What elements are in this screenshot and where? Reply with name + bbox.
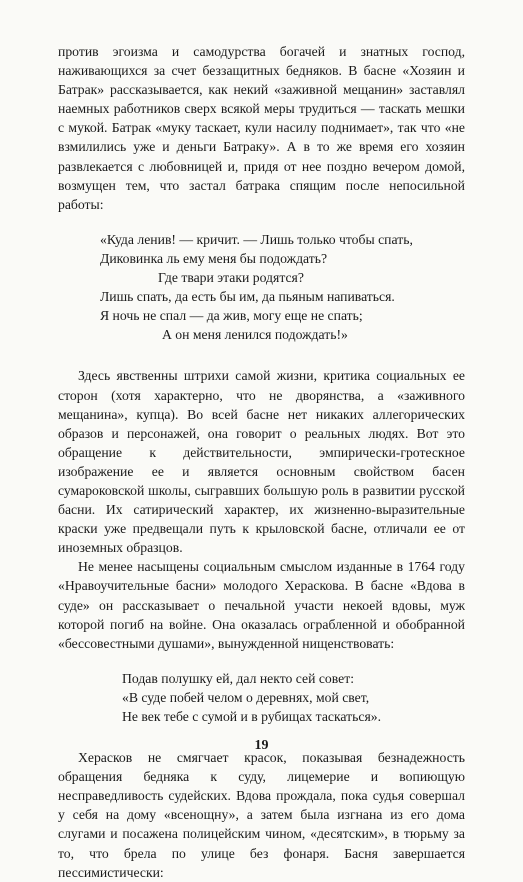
verse-line: А он меня ленился подождать!» <box>162 327 348 343</box>
page-number: 19 <box>254 738 269 753</box>
paragraph-3: Не менее насыщены социальным смыслом изданные в 1764 году «Нравоучительные басни» молодого Хераскова. В басне «Вдова в суде» он рассказывает о печальной участи некоей вдовы, муж которой погиб на войне. Она оказалась ограбленной и обобранной «бессовестными душами», вынужденной нищенствовать: <box>58 559 465 651</box>
verse-line: Диковинка ль ему меня бы подождать? <box>100 250 328 266</box>
verse-line: «Куда ленив! — кричит. — Лишь только чтобы спать, <box>100 231 413 247</box>
paragraph-2: Здесь явственны штрихи самой жизни, критика социальных ее сторон (хотя характерно, что не дворянства, а «заживного мещанина», купца). Во всей басне нет никаких аллегорических образов и персонажей, она говорит о реальных людях. Вот это обращение к действительности, эмпирически-гротескное изображение ее и является основным свойством басен сумароковской школы, сыгравших большую роль в развитии русской басни. Их сатирический характер, их жизненно-выразительные краски уже предвещали путь к крыловской басне, отличали ее от иноземных образцов. <box>58 368 465 556</box>
verse-line: «В суде побей челом о деревнях, мой свет, <box>122 689 370 705</box>
paragraph-4: Херасков не смягчает красок, показывая безнадежность обращения бедняка к суду, лицемерие и вопиющую несправедливость судейских. Вдова прождала, пока судья совершал у себя на дому «всенощну», а затем была изгнана из его дома слугами и посажена полицейским чином, «десятским», в тюрьму за то, что брела по улице без фонаря. Басня завершается пессимистически: <box>58 750 465 880</box>
verse-quote-widow-in-court <box>58 653 465 748</box>
verse-line: Где твари этаки родятся? <box>158 270 304 286</box>
verse-line: Лишь спать, да есть бы им, да пьяным напиваться. <box>100 289 395 305</box>
paragraph-1: против эгоизма и самодурства богачей и знатных господ, наживающихся за счет беззащитных бедняков. В басне «Хозяин и Батрак» рассказывается, как некий «заживной мещанин» заставлял наемных работников сверх всякой меры трудиться — таскать мешки с мукой. Батрак «муку таскает, кули насилу поднимает», так что «не взмилились уже и деньги Батраку». А в то же время его хозяин развлекается с любовницей и, придя от нее поздно вечером домой, возмущен тем, что застал батрака спящим после непосильной работы: <box>58 44 465 212</box>
verse-line: Подав полушку ей, дал некто сей совет: <box>122 670 354 686</box>
verse-quote-master-and-worker <box>58 214 465 367</box>
verse-line: Я ночь не спал — да жив, могу еще не спать; <box>100 308 363 324</box>
verse-line: Не век тебе с сумой и в рубищах таскаться». <box>122 709 382 724</box>
